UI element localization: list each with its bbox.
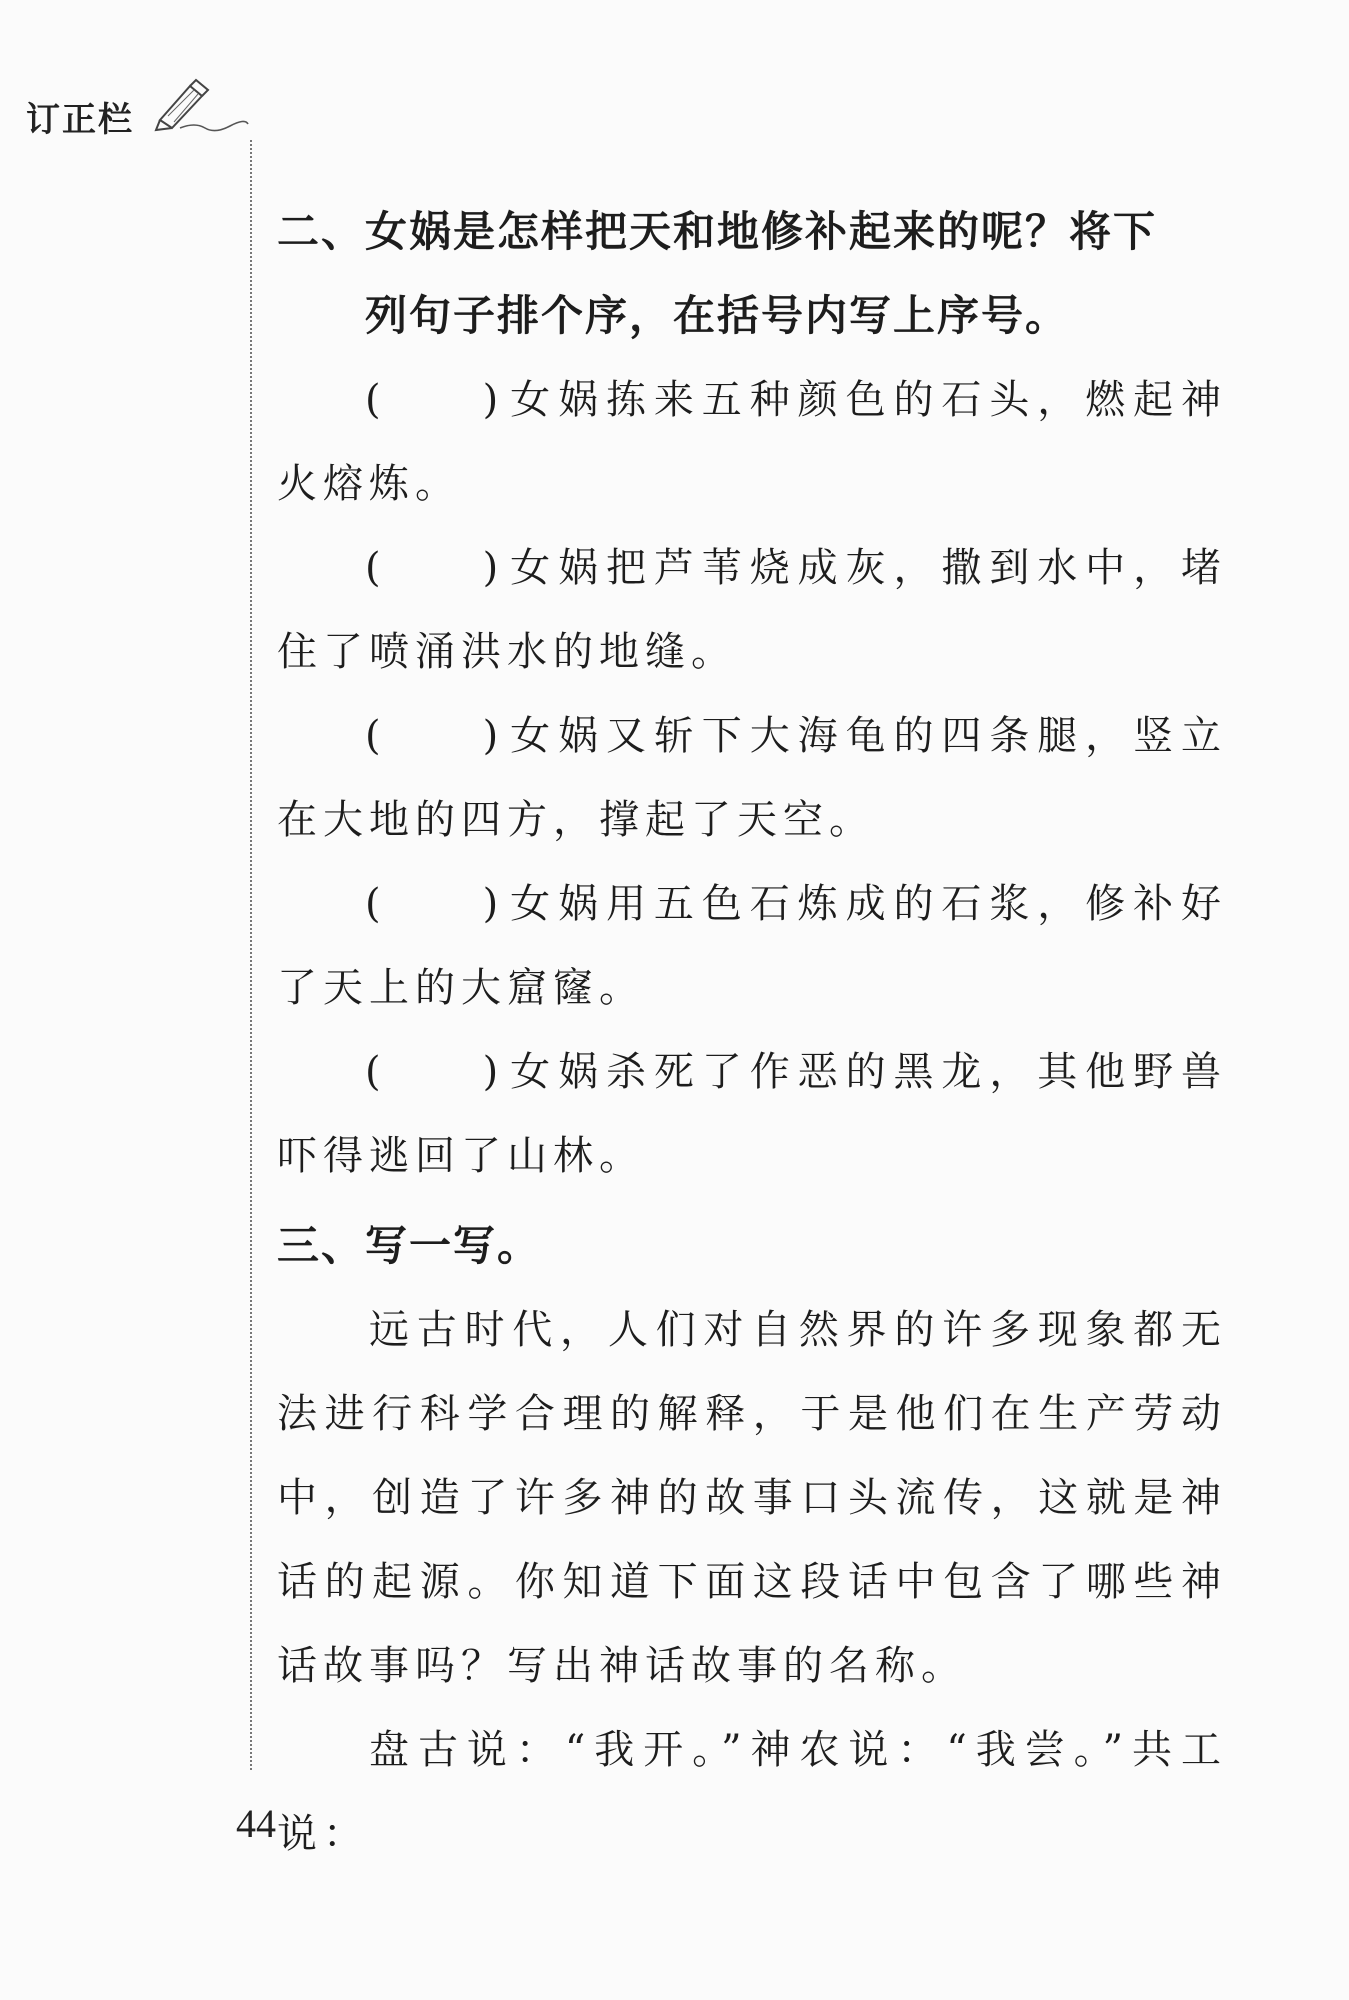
section-2-heading-line1: 二、女娲是怎样把天和地修补起来的呢？将下 <box>277 207 1158 256</box>
answer-parentheses[interactable]: ( ) <box>365 377 505 423</box>
ordering-item-text: 女娲又斩下大海龟的四条腿，竖立在大地的四方，撑起了天空。 <box>277 713 1227 843</box>
page-number: 44 <box>236 1801 276 1846</box>
answer-parentheses[interactable]: ( ) <box>365 545 505 591</box>
ordering-item-4 <box>277 862 1227 1030</box>
pencil-icon <box>150 72 250 132</box>
section-3-paragraph: 远古时代，人们对自然界的许多现象都无法进行科学合理的解释，于是他们在生产劳动中，创造了许多神的故事口头流传，这就是神话的起源。你知道下面这段话中包含了哪些神话故事吗？写出神话故事的名称。 <box>277 1307 1227 1689</box>
ordering-item-text: 女娲杀死了作恶的黑龙，其他野兽吓得逃回了山林。 <box>277 1049 1227 1179</box>
ordering-item-text: 女娲把芦苇烧成灰，撒到水中，堵住了喷涌洪水的地缝。 <box>277 545 1227 675</box>
section-2-heading-line2: 列句子排个序，在括号内写上序号。 <box>365 291 1070 340</box>
section-3-heading: 三、写一写。 <box>277 1221 542 1270</box>
ordering-item-2 <box>277 526 1227 694</box>
answer-parentheses[interactable]: ( ) <box>365 713 505 759</box>
correction-column-label: 订正栏 <box>26 100 134 140</box>
answer-parentheses[interactable]: ( ) <box>365 881 505 927</box>
myth-quote-line: 盘古说：“我开。”神农说：“我尝。”共工说： <box>277 1727 1227 1857</box>
answer-parentheses[interactable]: ( ) <box>365 1049 505 1095</box>
section-2-heading <box>277 190 1227 358</box>
ordering-item-text: 女娲用五色石炼成的石浆，修补好了天上的大窟窿。 <box>277 881 1227 1011</box>
ordering-item-5 <box>277 1030 1227 1198</box>
worksheet-content <box>277 190 1227 1876</box>
ordering-item-1 <box>277 358 1227 526</box>
margin-dotted-line <box>250 140 252 1770</box>
ordering-item-3 <box>277 694 1227 862</box>
ordering-item-text: 女娲拣来五种颜色的石头，燃起神火熔炼。 <box>277 377 1227 507</box>
